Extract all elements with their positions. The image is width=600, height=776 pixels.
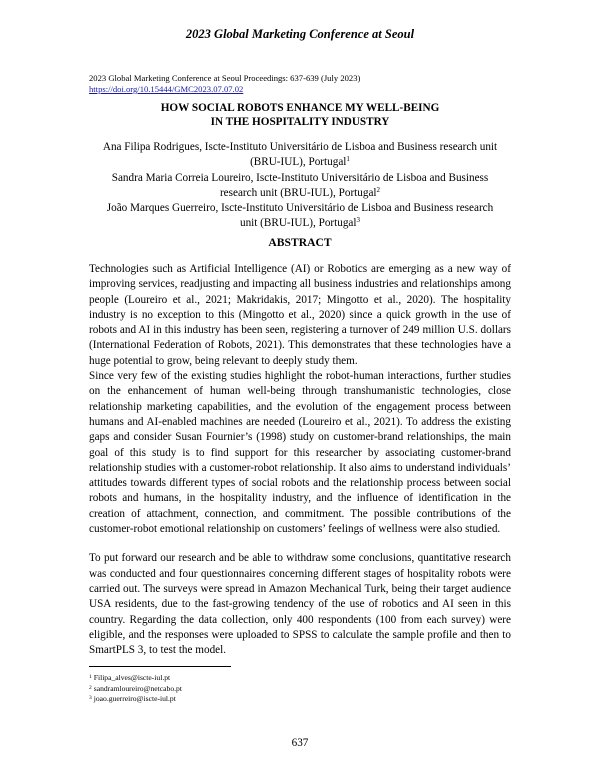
- page-number: 637: [291, 737, 309, 749]
- author-entry: [89, 171, 511, 202]
- footnote-marker: 1: [346, 155, 350, 164]
- footnote-divider: [89, 666, 231, 667]
- abstract-body: [89, 262, 511, 658]
- proceedings-info: [89, 73, 519, 95]
- author-entry: [89, 140, 511, 171]
- footnote-email: Filipa_alves@iscte-iul.pt: [93, 673, 171, 682]
- author-entry: [89, 201, 511, 232]
- proceedings-citation: 2023 Global Marketing Conference at Seoul Proceedings: 637-639 (July 2023): [89, 73, 361, 83]
- footnote-number: 2: [89, 684, 92, 691]
- author-affiliation-line: Sandra Maria Correia Loureiro, Iscte-Instituto Universitário de Lisboa and Business: [111, 171, 489, 184]
- author-list: [89, 140, 511, 232]
- author-affiliation-line: research unit (BRU-IUL), Portugal: [219, 186, 377, 199]
- author-affiliation-line: Ana Filipa Rodrigues, Iscte-Instituto Universitário de Lisboa and Business research unit: [102, 141, 498, 153]
- doi-link[interactable]: https://doi.org/10.15444/GMC2023.07.07.02: [89, 84, 244, 94]
- paper-title-line-1: HOW SOCIAL ROBOTS ENHANCE MY WELL-BEING: [160, 102, 440, 114]
- footnotes: [89, 673, 389, 705]
- footnote-item: [89, 684, 389, 695]
- abstract-paragraph: To put forward our research and be able to withdraw some conclusions, quantitative research was conducted and four questionnaires concerning different stages of hospitality robots were carried out. The surveys were spread in Amazon Mechanical Turk, being their target audience USA residents, due to the fast-growing tendency of the use of robotics and AI seen in this country. Regarding the data collection, only 400 respondents (100 from each survey) were eligible, and the responses were uploaded to SPSS to calculate the sample profile and then to SmartPLS 3, to test the model.: [89, 552, 511, 657]
- footnote-email: sandramloureiro@netcabo.pt: [93, 683, 182, 693]
- abstract-paragraph: Since very few of the existing studies highlight the robot-human interactions, further studies on the enhancement of human well-being through transhumanistic technologies, close relationship marketing capabilities, and the evolution of the engagement process between humans and AI-enabled machines are needed (Loureiro et al., 2021). To address the existing gaps and consider Susan Fournier’s (1998) study on customer-brand relationships, the main goal of this study is to find support for this researcher by associating customer-brand relationship studies with a customer-robot relationship. It also aims to understand individuals’ attitudes towards different types of social robots and the relationship process between social robots and humans, in the hospitality industry, and the influence of identification in the creation of attachment, connection, and commitment. The possible contributions of the customer-robot emotional relationship on customers’ feelings of wellness were also studied.: [89, 370, 511, 536]
- abstract-heading: ABSTRACT: [268, 236, 332, 249]
- abstract-paragraph: Technologies such as Artificial Intelligence (AI) or Robotics are emerging as a new way of improving services, readjusting and impacting all business industries and relationships among people (Loureiro et al., 2021; Makridakis, 2017; Mingotto et al., 2020). The hospitality industry is no exception to this (Mingotto et al., 2020) since a quick growth in the use of robots and AI in this industry has been seen, registering a turnover of 249 million U.S. dollars (International Federation of Robots, 2021). This demonstrates that these technologies have a huge potential to grow, being relevant to deeply study them.: [89, 263, 511, 367]
- paper-title-line-2: IN THE HOSPITALITY INDUSTRY: [210, 116, 390, 128]
- footnote-item: [89, 694, 389, 705]
- paper-title: [89, 101, 511, 129]
- author-affiliation-line: João Marques Guerreiro, Iscte-Instituto Universitário de Lisboa and Business research: [106, 202, 494, 215]
- footnote-marker: 2: [376, 185, 381, 194]
- footnote-email: joao.guerreiro@iscte-iul.pt: [93, 694, 176, 703]
- conference-header: 2023 Global Marketing Conference at Seoul: [185, 27, 415, 41]
- footnote-number: 3: [89, 695, 92, 701]
- footnote-number: 1: [89, 674, 92, 680]
- author-affiliation-line: unit (BRU-IUL), Portugal: [239, 217, 357, 230]
- footnote-marker: 3: [356, 216, 361, 225]
- author-affiliation-line: (BRU-IUL), Portugal: [250, 156, 347, 169]
- footnote-item: [89, 673, 389, 684]
